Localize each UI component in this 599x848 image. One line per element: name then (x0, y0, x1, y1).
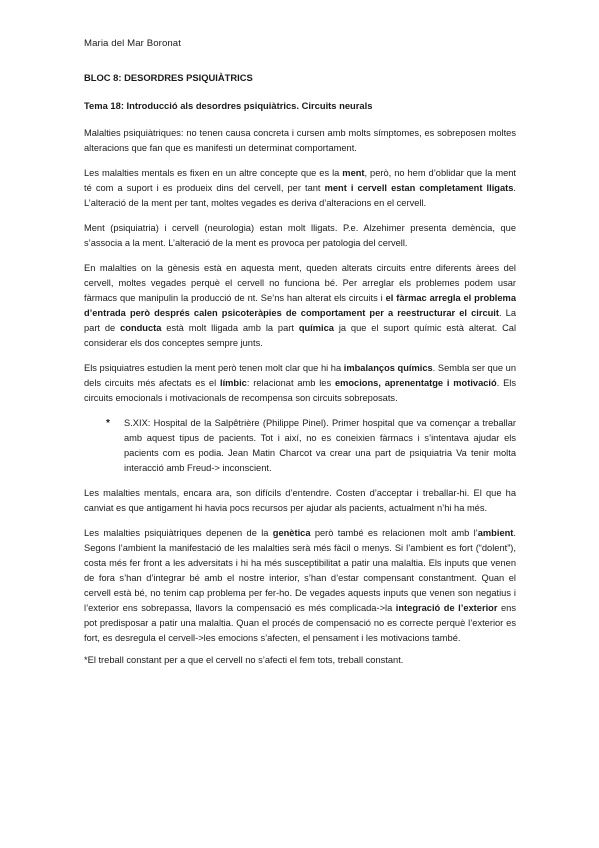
bullet-text: S.XIX: Hospital de la Salpêtrière (Philippe Pinel). Primer hospital que va començar a treballar amb aquest tipus de pacients. Tot i així, no es coneixien fàrmacs i s’intentava ajudar els pacients com es podia. Jean Matin Charcot va crear una part de psiquiatria Va tenir molta interacció amb Freud-> inconscient. (124, 418, 516, 473)
paragraph-6: Les malalties mentals, encara ara, son difícils d’entendre. Costen d’acceptar i treballar-hi. El que ha canviat es que antigament hi havia pocs recursos per ajudar als pacients, actualment n’hi ha més. (84, 488, 516, 513)
bullet-item (84, 416, 516, 476)
paragraph-2: Les malalties mentals es fixen en un altre concepte que es la ment, però, no hem d’oblidar que la ment té com a suport i es produeix dins del cervell, per tant ment i cervell estan completament lligats. L’alteració de la ment per tant, moltes vegades es deriva d’alteracions en el cervell. (84, 168, 517, 208)
paragraph-8: *El treball constant per a que el cervell no s’afecti el fem tots, treball constant. (84, 655, 404, 665)
author-name: Maria del Mar Boronat (84, 38, 182, 49)
tema-title: Tema 18: Introducció als desordres psiquiàtrics. Circuits neurals (84, 100, 373, 111)
paragraph-5: Els psiquiatres estudien la ment però tenen molt clar que hi ha imbalanços químics. Sembla ser que un dels circuits més afectats es el límbic: relacionat amb les emocions, aprenentatge i motivació. Els circuits emocionals i motivacionals de recompensa son circuits sobreposats. (84, 363, 516, 403)
paragraph-1: Malalties psiquiàtriques: no tenen causa concreta i cursen amb molts símptomes, es sobreposen moltes alteracions que fan que es manifesti un determinat comportament. (84, 128, 516, 153)
document-body (84, 126, 516, 678)
bullet-mark: * (106, 418, 110, 429)
bloc-title: BLOC 8: DESORDRES PSIQUIÀTRICS (84, 72, 253, 83)
paragraph-3: Ment (psiquiatria) i cervell (neurologia) estan molt lligats. P.e. Alzehimer presenta demència, que s’associa a la ment. L’alteració de la ment es provoca per patologia del cervell. (84, 223, 516, 248)
paragraph-7: Les malalties psiquiàtriques depenen de la genètica però també es relacionen molt amb l’ambient. Segons l’ambient la manifestació de les malalties serà més fàcil o menys. Si l’ambient es fort (“dolent”), costa més fer front a les adversitats i hi ha més susceptibilitat a patir una malaltia. Els inputs que venen de fora s’han d’integrar bé amb el nostre interior, s’han d’estar compensant constantment. Quan el cervell està bé, no tenim cap problema per fer-ho. De vegades aquests inputs que venen son negatius i l’exterior ens sobrepassa, llavors la compensació es més complicada->la integració de l’exterior ens pot predisposar a patir una malaltia. Quan el procés de compensació no es correcte perquè l’exterior es fort, es desregula el cervell->les emocions s’afecten, el pensament i les motivacions també. (84, 528, 516, 643)
paragraph-4: En malalties on la gènesis està en aquesta ment, queden alterats circuits entre diferents àrees del cervell, moltes vegades perquè el cervell no funciona bé. Per arreglar els problemes podem usar fàrmacs que manipulin la producció de nt. Se’ns han alterat els circuits i el fàrmac arregla el problema d’entrada però després calen psicoteràpies de comportament per a reestructurar el circuit. La part de conducta està molt lligada amb la part química ja que el suport químic està alterat. Cal considerar els dos conceptes sempre junts. (84, 263, 517, 348)
